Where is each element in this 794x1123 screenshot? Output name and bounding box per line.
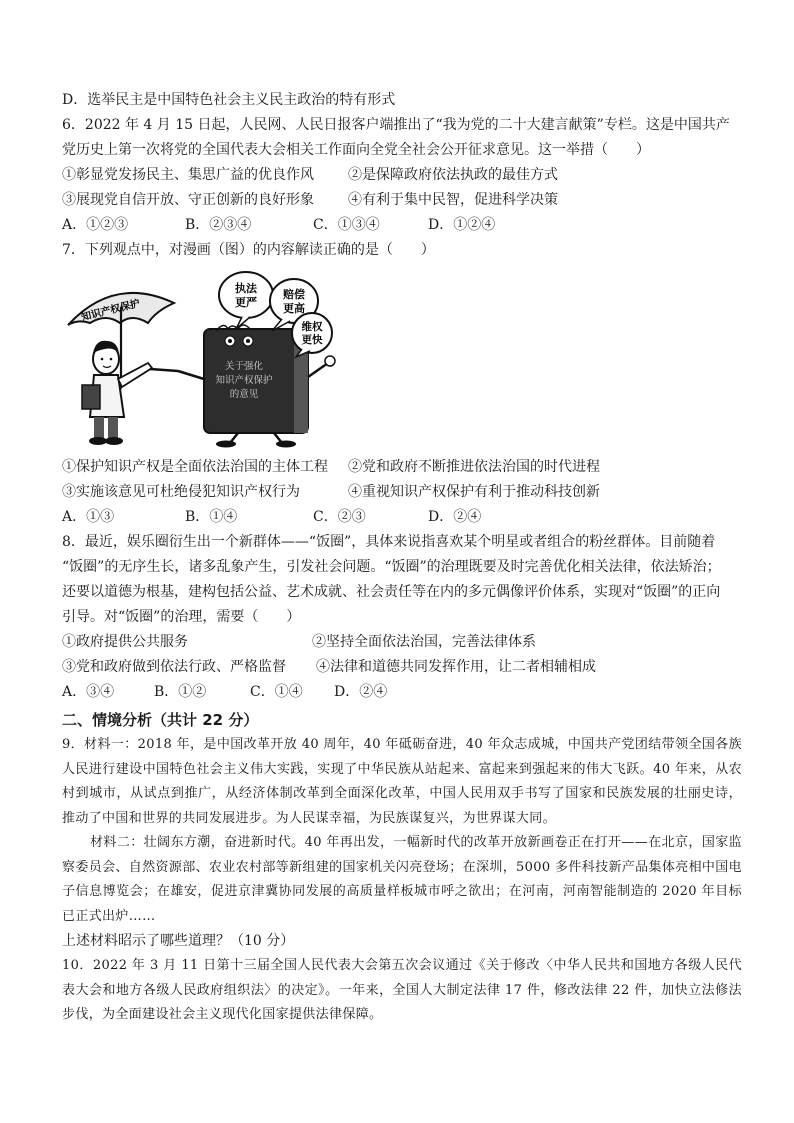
q8-stem-line-2: “饭圈”的无序生长，诸多乱象产生，引发社会问题。“饭圈”的治理既要及时完善优化相关法律，依法矫治； xyxy=(62,559,721,575)
q7-choices xyxy=(62,505,742,530)
umbrella-label: 知识产权保护 xyxy=(80,298,142,324)
q6-items-row-2 xyxy=(62,188,742,213)
q8-stem-line-3: 还要以道德为根基，建构包括公益、艺术成就、社会责任等在内的多元偶像评价体系，实现对“饭圈”的正向 xyxy=(62,584,721,600)
q8-item-3: ③党和政府做到依法行政、严格监督 xyxy=(62,659,286,675)
q8-stem-line-1: 8．最近，娱乐圈衍生出一个新群体——“饭圈”，具体来说指喜欢某个明星或者组合的粉丝群体。目前随着 xyxy=(62,534,716,550)
question-6 xyxy=(62,113,742,238)
q6-item-3: ③展现党自信开放、守正创新的良好形象 xyxy=(62,192,314,208)
bubble-1-line-2: 更严 xyxy=(235,296,257,309)
question-7 xyxy=(62,238,742,530)
exam-page xyxy=(62,88,742,1028)
speech-bubble-1 xyxy=(219,272,273,329)
q8-choice-b: B．①② xyxy=(154,684,207,700)
q7-item-2: ②党和政府不断推进依法治国的时代进程 xyxy=(348,459,600,475)
q8-items-row-1 xyxy=(62,630,742,655)
q7-choice-d: D．②④ xyxy=(428,509,482,525)
q7-choice-c: C．②③ xyxy=(313,509,366,525)
q6-choice-b: B．②③④ xyxy=(185,217,252,233)
q8-items-row-2 xyxy=(62,655,742,680)
q6-choice-d: D．①②④ xyxy=(428,217,496,233)
q9-question: 上述材料昭示了哪些道理？（10 分） xyxy=(62,933,295,949)
q9-material-2: 材料二：壮阔东方潮，奋进新时代。40 年再出发，一幅新时代的改革开放新画卷正在打开——在北京，国家监察委员会、自然资源部、农业农村部等新组建的国家机关闪亮登场；在深圳，5000 多件科技新产品集体亮相中国电子信息博览会；在雄安，促进京津冀协同发展的高质量样板城市呼之欲出；在河南，河南智能制造的 2020 年目标已正式出炉…… xyxy=(62,835,742,924)
question-8 xyxy=(62,530,742,705)
bubble-3-line-2: 更快 xyxy=(301,334,323,346)
q8-item-1: ①政府提供公共服务 xyxy=(62,634,188,650)
q6-item-4: ④有利于集中民智，促进科学决策 xyxy=(348,192,558,208)
book-title-line-3: 的意见 xyxy=(229,389,259,400)
cartoon-person xyxy=(82,341,152,445)
q6-choices xyxy=(62,213,742,238)
q6-choice-c: C．①③④ xyxy=(313,217,380,233)
q7-item-1: ①保护知识产权是全面依法治国的主体工程 xyxy=(62,459,328,475)
q8-choice-d: D．②④ xyxy=(334,684,388,700)
book-title-line-2: 知识产权保护 xyxy=(215,375,273,386)
q8-choice-a: A．③④ xyxy=(62,684,115,700)
book-title-line-1: 关于强化 xyxy=(224,361,264,372)
q8-choice-c: C．①④ xyxy=(250,684,303,700)
q6-stem-line-1: 6．2022 年 4 月 15 日起，人民网、人民日报客户端推出了“我为党的二十大建言献策”专栏。这是中国共产 xyxy=(62,117,730,133)
bubble-1-line-1: 执法 xyxy=(235,282,257,295)
bubble-2-line-1: 赔偿 xyxy=(283,288,305,301)
q6-item-2: ②是保障政府依法执政的最佳方式 xyxy=(348,167,558,183)
q6-item-1: ①彰显党发扬民主、集思广益的优良作风 xyxy=(62,167,314,183)
question-9 xyxy=(62,733,742,954)
prev-question-option-d: D．选举民主是中国特色社会主义民主政治的特有形式 xyxy=(62,92,396,108)
q7-stem: 7．下列观点中，对漫画（图）的内容解读正确的是（ ） xyxy=(62,242,435,258)
bubble-2-line-2: 更高 xyxy=(283,302,305,315)
q7-items-row-1 xyxy=(62,455,742,480)
section-2-title: 二、情境分析（共计 22 分） xyxy=(62,711,259,729)
bubble-3-line-1: 维权 xyxy=(301,321,323,333)
q8-item-2: ②坚持全面依法治国，完善法律体系 xyxy=(312,634,536,650)
q7-item-4: ④重视知识产权保护有利于推动科技创新 xyxy=(348,484,600,500)
q10-material: 10．2022 年 3 月 11 日第十三届全国人民代表大会第五次会议通过《关于修改〈中华人民共和国地方各级人民代表大会和地方各级人民政府组织法〉的决定》。一年来，全国人大制定法律 17 件，修改法律 22 件，加快立法修法步伐，为全面建设社会主义现代化国家提供法律保障。 xyxy=(62,958,742,1022)
q7-item-3: ③实施该意见可杜绝侵犯知识产权行为 xyxy=(62,484,300,500)
q9-material-1: 9．材料一：2018 年，是中国改革开放 40 周年，40 年砥砺奋进，40 年众志成城，中国共产党团结带领全国各族人民进行建设中国特色社会主义伟大实践，实现了中华民族从站起来、富起来到强起来的伟大飞跃。40 年来，从农村到城市，从试点到推广，从经济体制改革到全面深化改革，中国人民用双手书写了国家和民族发展的壮丽史诗，推动了中国和世界的共同发展进步。为人民谋幸福，为民族谋复兴，为世界谋大同。 xyxy=(62,737,742,826)
cartoon-image xyxy=(66,267,336,449)
q7-choice-a: A．①③ xyxy=(62,509,115,525)
q6-items-row-1 xyxy=(62,163,742,188)
question-10 xyxy=(62,954,742,1028)
q8-stem-line-4: 引导。对“饭圈”的治理，需要（ ） xyxy=(62,609,301,625)
q6-stem-line-2: 党历史上第一次将党的全国代表大会相关工作面向全党全社会公开征求意见。这一举措（ ） xyxy=(62,142,650,158)
q6-choice-a: A．①②③ xyxy=(62,217,129,233)
q7-choice-b: B．①④ xyxy=(185,509,238,525)
q8-item-4: ④法律和道德共同发挥作用，让二者相辅相成 xyxy=(316,659,596,675)
q7-items-row-2 xyxy=(62,480,742,505)
q8-choices xyxy=(62,680,742,705)
